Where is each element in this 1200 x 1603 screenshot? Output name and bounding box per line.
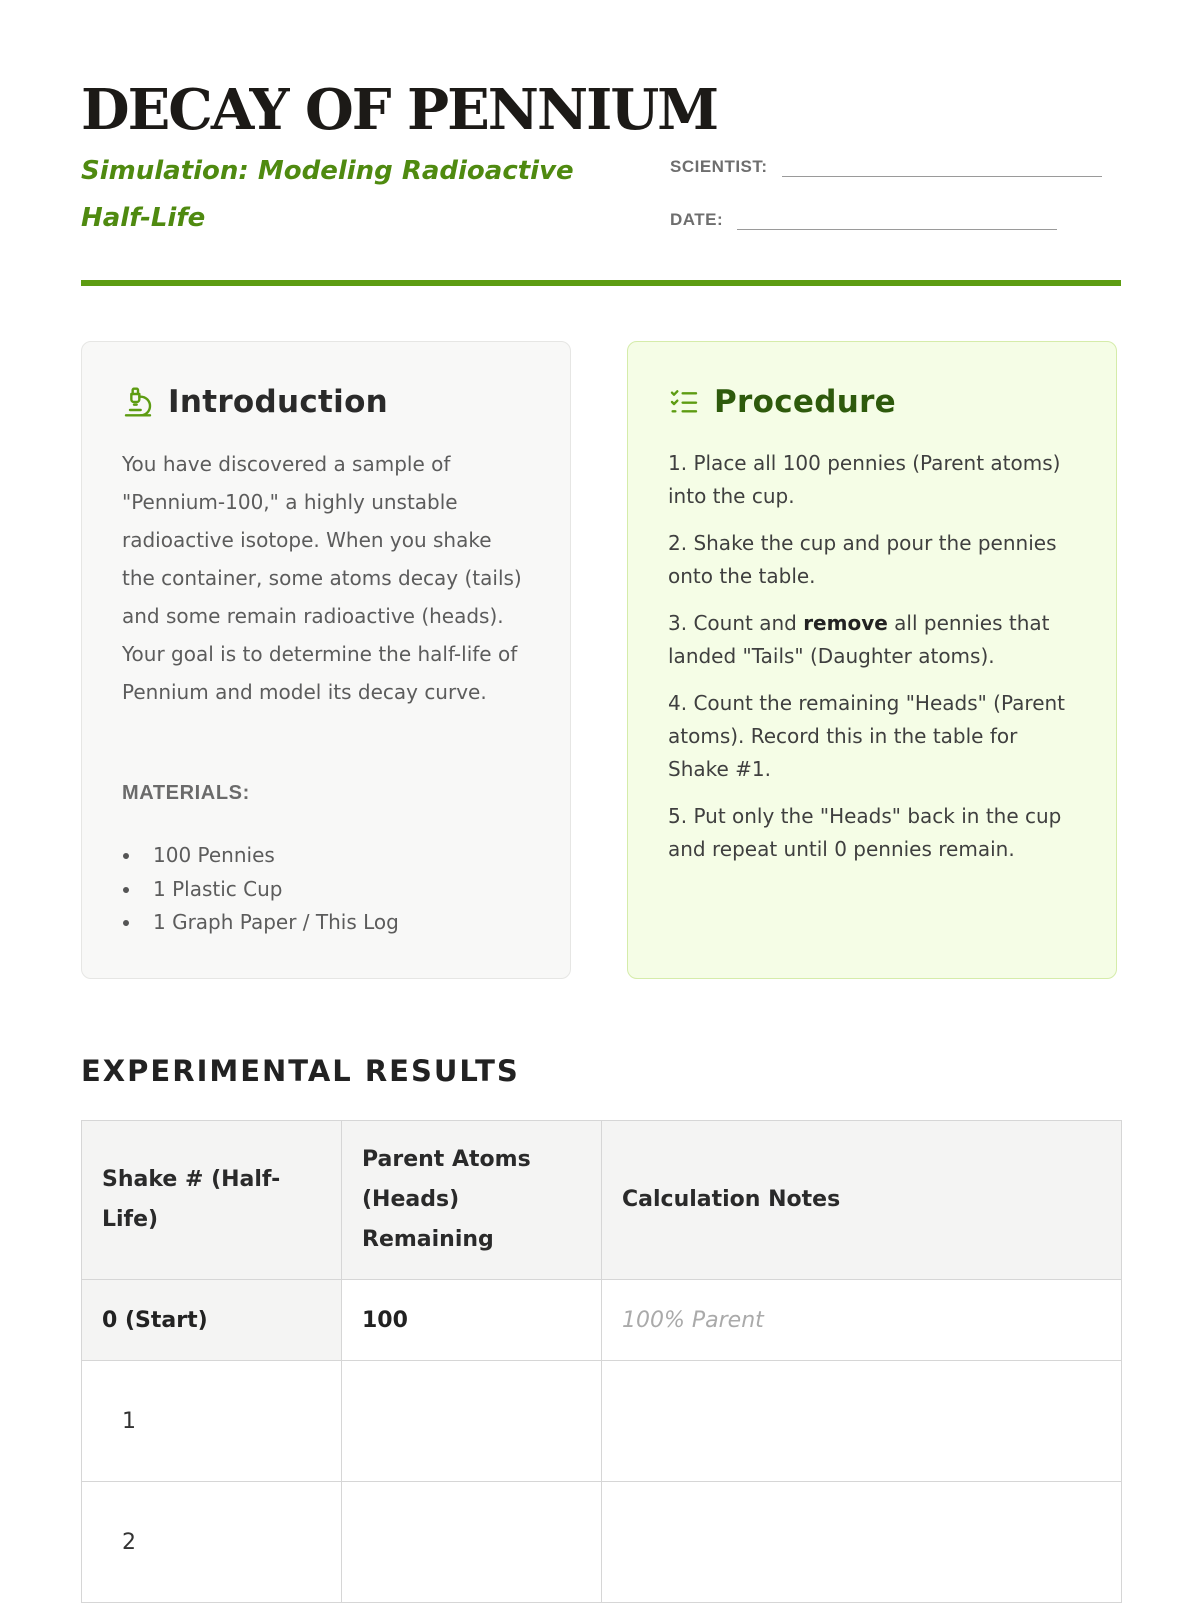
procedure-step: 5. Put only the "Heads" back in the cup and repeat until 0 pennies remain. <box>668 804 1062 861</box>
procedure-heading <box>668 384 896 420</box>
notes-cell[interactable] <box>602 1482 1122 1603</box>
column-header-notes: Calculation Notes <box>602 1121 1122 1280</box>
results-table <box>81 1120 1122 1603</box>
notes-cell[interactable]: 100% Parent <box>602 1280 1122 1361</box>
introduction-card <box>81 341 571 979</box>
step-emphasis: remove <box>803 611 888 635</box>
introduction-heading <box>122 384 388 420</box>
procedure-steps <box>668 447 1080 880</box>
procedure-card <box>627 341 1117 979</box>
table-row <box>82 1280 1122 1361</box>
procedure-title: Procedure <box>714 384 896 420</box>
microscope-icon <box>122 386 154 418</box>
step-text: 3. Count and <box>668 611 804 635</box>
notes-cell[interactable] <box>602 1361 1122 1482</box>
materials-list <box>122 839 399 940</box>
page-title: DECAY OF PENNIUM <box>81 77 718 143</box>
list-item: 100 Pennies <box>122 839 399 873</box>
introduction-text: You have discovered a sample of "Pennium-100," a highly unstable radioactive isotope. When you shake the container, some atoms decay (tails) and some remain radioactive (heads). Your goal is to determine the half-life of Pennium and model its decay curve. <box>122 452 522 704</box>
column-header-shake: Shake # (Half-Life) <box>82 1121 342 1280</box>
table-header-row <box>82 1121 1122 1280</box>
shake-cell: 0 (Start) <box>82 1280 342 1361</box>
shake-cell: 1 <box>82 1361 342 1482</box>
column-header-parent: Parent Atoms (Heads) Remaining <box>342 1121 602 1280</box>
page-subtitle: Simulation: Modeling Radioactive Half-Life <box>81 156 574 233</box>
checklist-icon <box>668 386 700 418</box>
introduction-title: Introduction <box>168 384 389 420</box>
shake-cell: 2 <box>82 1482 342 1603</box>
procedure-step: 1. Place all 100 pennies (Parent atoms) into the cup. <box>668 451 1061 508</box>
parent-cell[interactable]: 100 <box>342 1280 602 1361</box>
date-label: DATE: <box>670 210 724 229</box>
table-row <box>82 1482 1122 1603</box>
procedure-step: 4. Count the remaining "Heads" (Parent atoms). Record this in the table for Shake #1. <box>668 691 1066 781</box>
step-text: all pennies that landed "Tails" (Daughter atoms). <box>668 611 1050 668</box>
header-divider <box>81 280 1121 286</box>
scientist-label: SCIENTIST: <box>670 157 768 176</box>
list-item: 1 Plastic Cup <box>122 873 399 907</box>
scientist-field[interactable] <box>670 154 1102 177</box>
list-item: 1 Graph Paper / This Log <box>122 906 399 940</box>
date-line[interactable] <box>737 207 1057 230</box>
procedure-step <box>668 607 1080 673</box>
results-heading: EXPERIMENTAL RESULTS <box>81 1054 520 1088</box>
parent-cell[interactable] <box>342 1482 602 1603</box>
date-field[interactable] <box>670 207 1057 230</box>
scientist-line[interactable] <box>782 154 1102 177</box>
parent-cell[interactable] <box>342 1361 602 1482</box>
materials-label: MATERIALS: <box>122 782 250 804</box>
procedure-step: 2. Shake the cup and pour the pennies onto the table. <box>668 531 1057 588</box>
table-row <box>82 1361 1122 1482</box>
